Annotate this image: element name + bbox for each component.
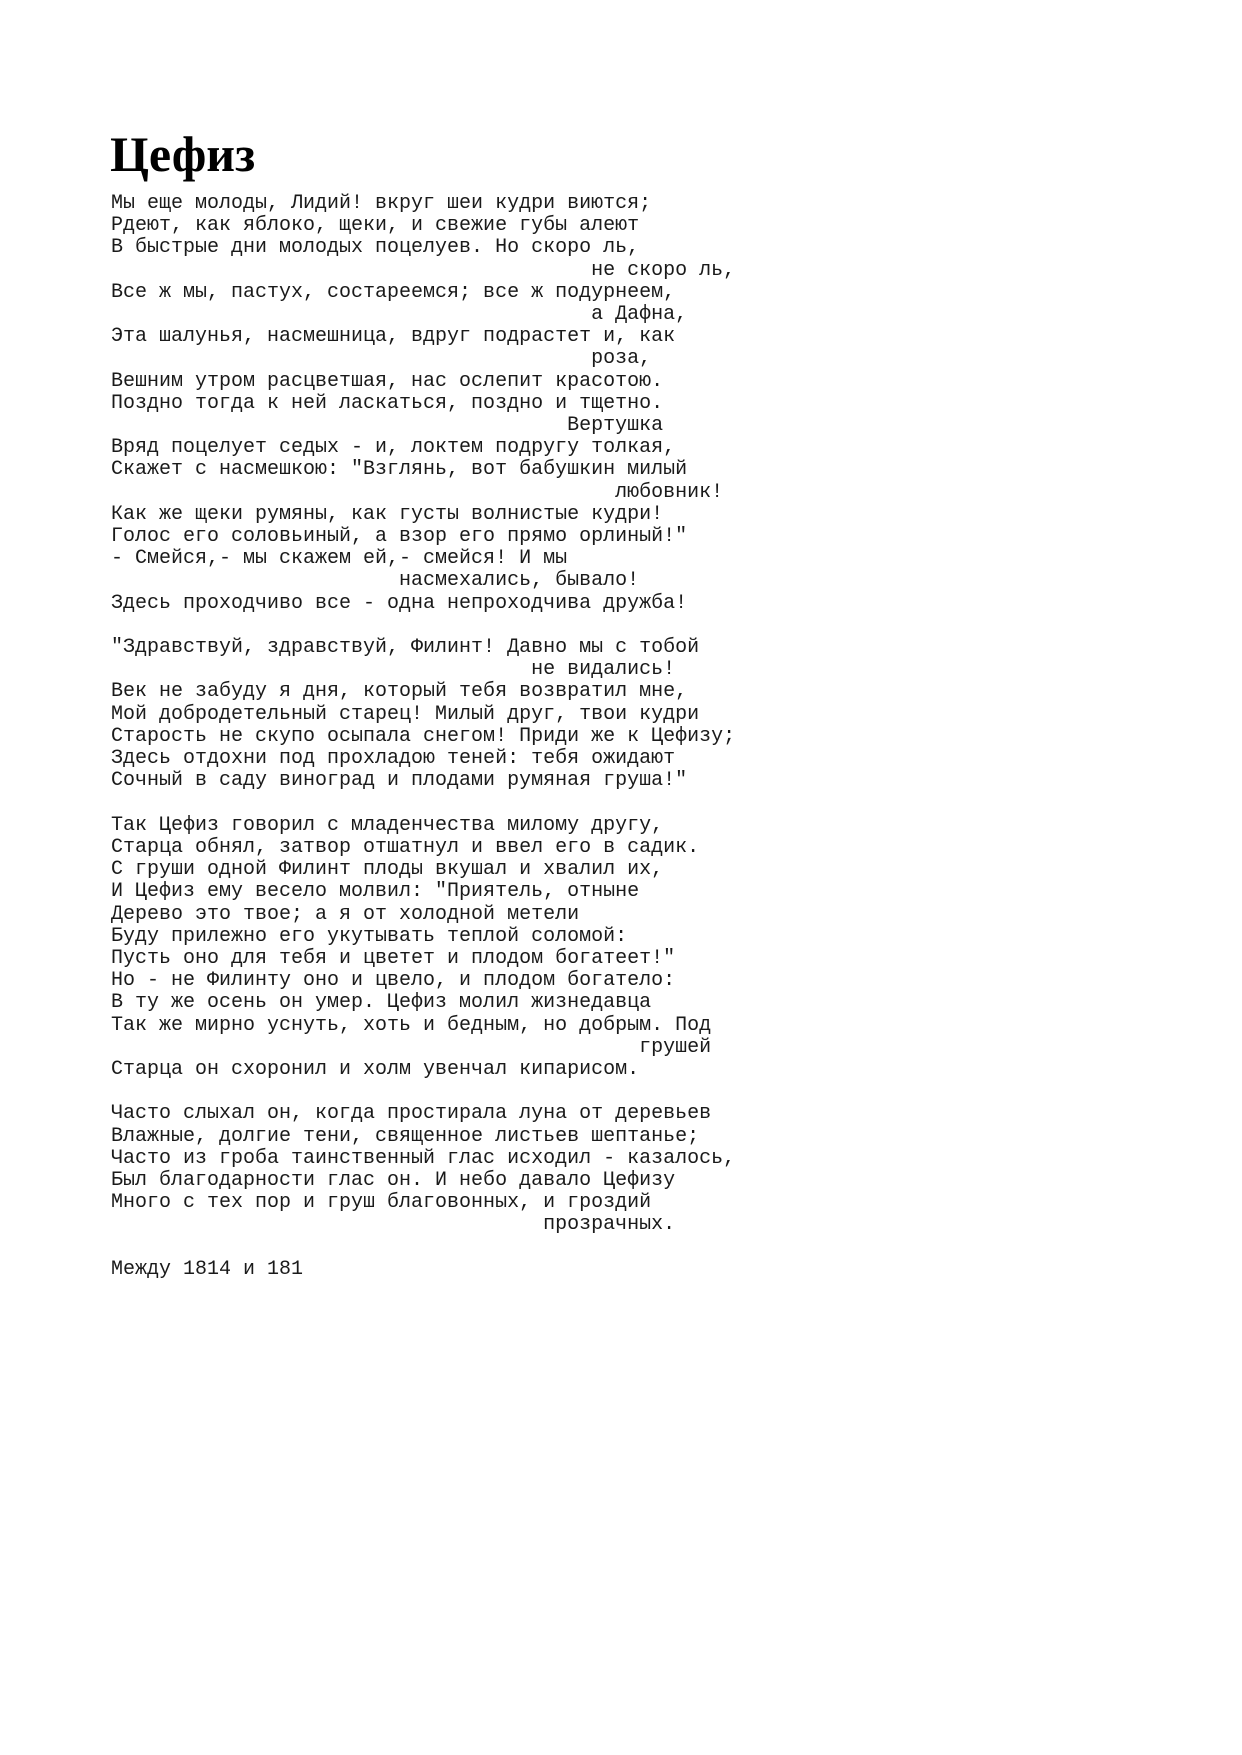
poem-title: Цефиз (110, 126, 256, 182)
poem-text: Мы еще молоды, Лидий! вкруг шеи кудри виются; Рдеют, как яблоко, щеки, и свежие губы алеют В быстрые дни молодых поцелуев. Но скоро ль, не скоро ль, Все ж мы, пастух, состареемся; все ж подурнеем, а Дафна, Эта шалунья, насмешница, вдруг подрастет и, как роза, Вешним утром расцветшая, нас ослепит красотою. Поздно тогда к ней ласкаться, поздно и тщетно. Вертушка Вряд поцелует седых - и, локтем подругу толкая, Скажет с насмешкою: "Взглянь, вот бабушкин милый любовник! Как же щеки румяны, как густы волнистые кудри! Голос его соловьиный, а взор его прямо орлиный!" - Смейся,- мы скажем ей,- смейся! И мы насмехались, бывало! Здесь проходчиво все - одна непроходчива дружба! "Здравствуй, здравствуй, Филинт! Давно мы с тобой не видались! Век не забуду я дня, который тебя возвратил мне, Мой добродетельный старец! Милый друг, твои кудри Старость не скупо осыпала снегом! Приди же к Цефизу; Здесь отдохни под прохладою теней: тебя ожидают Сочный в саду виноград и плодами румяная груша!" Так Цефиз говорил с младенчества милому другу, Старца обнял, затвор отшатнул и ввел его в садик. С груши одной Филинт плоды вкушал и хвалил их, И Цефиз ему весело молвил: "Приятель, отныне Дерево это твое; а я от холодной метели Буду прилежно его укутывать теплой соломой: Пусть оно для тебя и цветет и плодом богатеет!" Но - не Филинту оно и цвело, и плодом богатело: В ту же осень он умер. Цефиз молил жизнедавца Так же мирно уснуть, хоть и бедным, но добрым. Под грушей Старца он схоронил и холм увенчал кипарисом. Часто слыхал он, когда простирала луна от деревьев Влажные, долгие тени, священное листьев шептанье; Часто из гроба таинственный глас исходил - казалось, Был благодарности глас он. И небо давало Цефизу Много с тех пор и груш благовонных, и гроздий прозрачных. Между 1814 и 181 (111, 192, 736, 1281)
